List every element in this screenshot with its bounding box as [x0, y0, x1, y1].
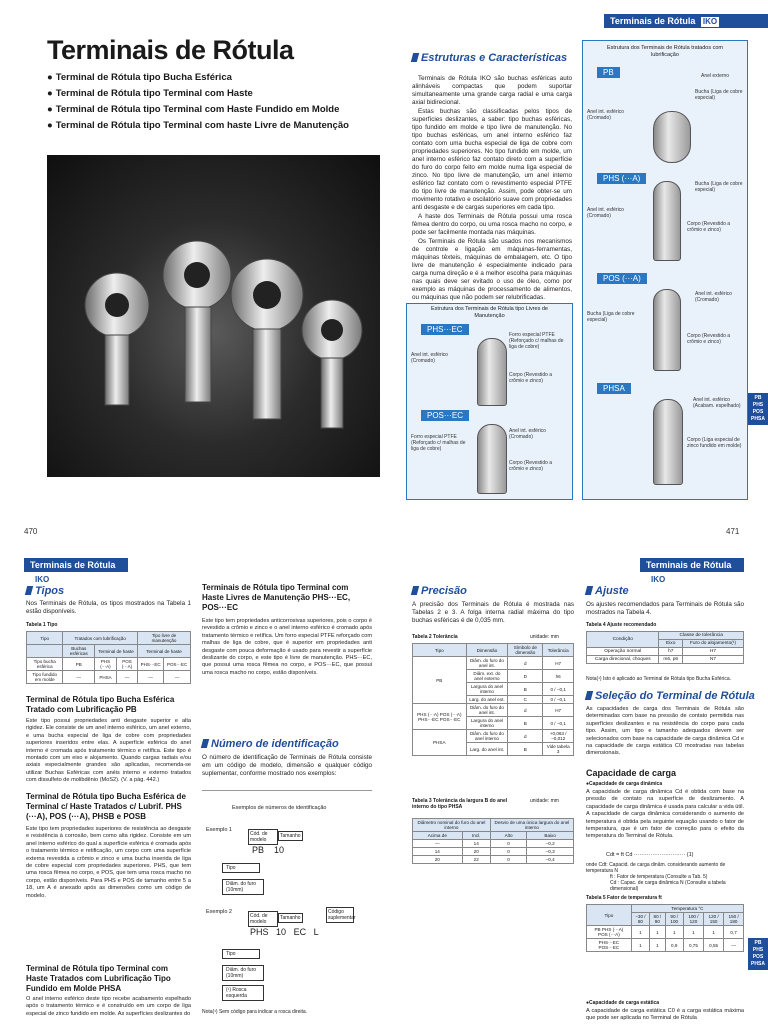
- ex1-part-box: Tamanho: [280, 833, 301, 839]
- ex1-note-box: Diâm. do furo (10mm): [222, 879, 264, 895]
- ex2-part-box: Código suplementar: [328, 909, 356, 921]
- tabela4-caption: Tabela 4 Ajuste recomendado: [586, 622, 657, 628]
- tabela2: Tipo Dimensão Símbolo de dimensão Tolerância PB Diâm. do furo do anel int. d H7 Diâm. ext. do anel externo D h6 Largura do anel interno B 0 / −0,1 Larg. do anel ext. C 0 / −0,1 PHS (···A) POS (···A) PHS···EC POS···EC Diâm. do furo do anel int. d H7 Largura do anel interno B 0 / −0,1 PHSA Diâm. do furo do anel interno d +0,063 / −0,012 Larg. do anel int. B Vide tabela 3: [412, 643, 574, 756]
- page-title: Terminais de Rótula: [47, 35, 294, 65]
- tabela3-caption: Tabela 3 Tolerância da largura B do anel interno do tipo PHSA: [412, 798, 508, 810]
- ajuste-text: Os ajustes recomendados para Terminais de Rótula são mostrados na Tabela 4.: [586, 601, 744, 616]
- label-ptfe: Forro especial PTFE (Reforçado c/ malhas de liga de cobre): [509, 332, 564, 350]
- cap-estatica-sub: ●Capacidade de carga estática: [586, 1000, 660, 1006]
- section-title-precisao: Precisão: [412, 585, 467, 597]
- tabela2-caption: Tabela 2 Tolerância: [412, 634, 458, 640]
- box-title: Estrutura dos Terminais de Rótula tratados com lubrificação: [606, 45, 724, 58]
- bullet-item: ● Terminal de Rótula tipo Terminal com Haste: [47, 86, 387, 102]
- tabela5: Tipo Temperatura °C −30 / 80 80 / 90 90 / 100 100 / 120 120 / 150 150 / 180 PB PHS (···A) POS (···A) 1 1 1 1 1 0,7 PHS···EC POS···EC 1 1 0,9 0,75 0,55 —: [586, 904, 744, 952]
- tabela5-caption: Tabela 5 Fator de temperatura ft: [586, 895, 662, 901]
- ex1-code: PB 10: [252, 845, 285, 855]
- ex2-note-box: Tipo: [222, 949, 260, 959]
- label-anel: Anel int. esférico (Cromado): [509, 428, 546, 440]
- subsection-phs-text: Este tipo tem propriedades superiores de resistência ao desgaste e resistência à corrosão, bem como alta rigidez. Consiste em um anel interno esférico do qual a superfície esférica é cromada após o tratamento térmico e retificação, um corpo com uma superfície externa revestida a crômio e zinco e uma bucha inserida de liga de cobre especial com propriedades superiores. PHS, que tem uma rosca fêmea no corpo, e POS, que tem uma rosca macho no corpo, estão disponíveis. Para PHS e POS de tamanho entre 5 a 18, um A é anexado após as dimensões como um código de modelo.: [26, 826, 191, 899]
- side-index-tab: PB PHS POS PHSA: [748, 393, 768, 425]
- label: Anel int. esférico (Cromado): [587, 207, 624, 219]
- label-anel: Anel int. esférico (Cromado): [411, 352, 448, 364]
- subsection-pb-text: Este tipo possui propriedades anti desgaste superior e alta rigidez. Ele consiste de um anel interno esférico, um anel externo, e uma bucha especial de liga de cobre com propriedades superiores inseridos entre elas. A superfície esférica do anel interno é cromada após tratamento térmico e retífica. Este tipo é montado com um eixo e alojamento. Quando cargas radiais e/ou axiais especialmente grandes são aplicadas, recomenda-se utilizar Buchas Esféricas com anéis interno e externo tratados com dissulfeto de molibdênio (MoS2). (V. a pág. 442.): [26, 718, 191, 784]
- section-title-numero: Número de identificação: [202, 738, 339, 750]
- subsection-ec-title: Terminais de Rótula tipo Terminal com Haste Livres de Manutenção PHS···EC, POS···EC: [202, 583, 351, 612]
- example2-label: Exemplo 2: [206, 909, 232, 915]
- subsection-phsa-text: O anel interno esférico deste tipo recebe acabamento espelhado após o tratamento térmico e é construído em um corpo de liga especial de zinco fundido em molde. As superfícies deslizantes do: [26, 996, 191, 1017]
- tag-pos-a: POS (···A): [597, 273, 647, 284]
- rod-ends-illustration: [47, 155, 380, 477]
- top-header-bar: [604, 14, 768, 28]
- bullet-list: [47, 70, 387, 134]
- tag-pos-ec: POS···EC: [421, 410, 469, 421]
- box-title: Estrutura dos Terminais de Rótula tipo Livres de Manutenção: [431, 306, 548, 319]
- maintenance-free-structure-box: [406, 303, 573, 500]
- phs-a-diagram: [653, 181, 681, 261]
- lubricated-structure-box: [582, 40, 748, 500]
- tag-phs-a: PHS (···A): [597, 173, 646, 184]
- label: Anel externo: [701, 73, 730, 79]
- label: Corpo (Revestido a crômio e zinco): [687, 333, 731, 345]
- examples-note: Nota(¹) Sem código para indicar a rosca direita.: [202, 1009, 308, 1015]
- label: Corpo (Liga especial de zinco fundido em molde): [687, 437, 742, 449]
- brand-logo: IKO: [702, 17, 718, 26]
- ex2-code: PHS 10 EC L: [250, 927, 319, 937]
- equation: Cdt = ft Cd ···························· (1): [606, 852, 694, 858]
- estruturas-text: Terminais de Rótula IKO são buchas esféricas auto alinháveis compactas que podem suportar simultaneamente uma grande carga radial e uma carga axial bidirecional. Estas buchas são classificadas pelos tipos de superfícies deslizantes, a saber: tipo buchas esféricas, tipo fundido em molde e tipo livre de manutenção. No tipo buchas esféricas, um anel interno esférico faz contato com uma bucha especial de liga de cobre com propriedades superiores. No tipo fundido em molde, um anel interno esférico faz contato direto com a superfície do furo do corpo feito em molde numa liga especial de zinco. No tipo livre de manutenção, um anel interno esférico faz contato com o revestimento especial PTFE do tipo livre de manutenção. Assim, pode obter-se um movimento rotativo e oscilatório suave com propriedades anti desgaste e de cargas superiores em cada tipo. A haste dos Terminais de Rótula possui uma rosca fêmea dentro do corpo, ou uma rosca macho no corpo, e pode ser facilmente montada nas máquinas. Os Terminais de Rótula são usados nos mecanismos de controle e ligação em máquinas-ferramentas, máquinas têxteis, máquinas de embalagem, etc. O tipo livre de manutenção é especialmente indicado para carga numa direção e é a melhor escolha para máquinas nas quais deve ser evitado o uso de óleo, como por exemplo as máquinas de processamento de alimentos, ou máquinas que não podem ser relubrificadas.: [412, 75, 572, 301]
- page-number-right: 471: [726, 527, 740, 536]
- section-title-tipos: Tipos: [26, 585, 64, 597]
- phsa-diagram: [653, 399, 683, 485]
- ex1-note-box: Tipo: [222, 863, 260, 873]
- label: Anel int. esférico (Cromado): [695, 291, 732, 303]
- header-title: Terminais de Rótula: [610, 16, 696, 26]
- selecao-text: As capacidades de carga dos Terminais de Rótula são determinadas com base na pressão de contato permitida nas superfícies deslizantes e na resistência do corpo para cada tipo. Assim, um tipo e tamanho adequados devem ser selecionados com base na capacidade de carga dinâmica Cd e na capacidade de carga estática C0 mostradas nas tabelas dimensionais.: [586, 706, 744, 757]
- ex1-part-box: Cód. de modelo: [248, 829, 278, 845]
- label: Bucha (Liga de cobre especial): [695, 181, 743, 193]
- pb-diagram: [653, 111, 691, 163]
- section-title-selecao: Seleção do Terminal de Rótula: [586, 690, 755, 702]
- cap-dinamica-text: A capacidade de carga dinâmica Cd é obtida com base na pressão de contato na superfície de deslizamento. A capacidade de carga dinâmica é usada para calcular a vida útil. A capacidade de carga dinâmica considerando o aumento de temperatura é obtida pela seguinte equação usando o fator de temperatura, que é um fator de correção para o efeito da temperatura do Terminal de Rótula.: [586, 789, 744, 840]
- tabela4: Condição Classe de tolerância Eixo Furo do alojamento(¹) Operação normal h7 H7 Carga direcional, choques m6, p6 N7: [586, 631, 744, 664]
- bullet-item: ● Terminal de Rótula tipo Terminal com Haste Fundido em Molde: [47, 102, 387, 118]
- tabela4-note: Nota(¹) Isto é aplicado ao Terminal de Rótula tipo Bucha Esférica.: [586, 676, 731, 682]
- examples-panel: [202, 790, 372, 1016]
- label-ptfe: Forro especial PTFE (Reforçado c/ malhas de liga de cobre): [411, 434, 466, 452]
- tag-pb: PB: [597, 67, 620, 78]
- examples-title: Exemplos de números de identificação: [232, 805, 327, 811]
- tag-phs-ec: PHS···EC: [421, 324, 469, 335]
- ex2-part-box: Cód. de modelo: [248, 911, 278, 927]
- bullet-item: ● Terminal de Rótula tipo Terminal com haste Livre de Manutenção: [47, 118, 387, 134]
- equation-where: onde Cdt: Capacid. de carga dinâm. considerando aumento de temperatura N ft : Fator de temperatura (Consulte a Tab. 5) Cd : Capac. de carga dinâmica N (Consulte a tabela dimensional): [586, 862, 726, 892]
- tag-phsa: PHSA: [597, 383, 631, 394]
- tabela1-caption: Tabela 1 Tipo: [26, 622, 58, 628]
- tabela3-unit: unidade: mm: [530, 798, 559, 804]
- page-number-left: 470: [24, 527, 38, 536]
- label: Bucha (Liga de cobre especial): [587, 311, 635, 323]
- bullet-item: ● Terminal de Rótula tipo Bucha Esférica: [47, 70, 387, 86]
- bottom-header-bar-right: Terminais de RótulaIKO: [640, 558, 744, 572]
- ex2-part-box: Tamanho: [280, 915, 301, 921]
- tipos-text: Nos Terminais de Rótula, os tipos mostrados na Tabela 1 estão disponíveis.: [26, 600, 191, 615]
- tabela3: Diâmetro nominal do furo do anel interno Desvio de uma única largura do anel interno Acima de Incl. Alto Baixo — 14 0 −0,2 14 20 0 −0,3 20 22 0 −0,4: [412, 818, 574, 864]
- product-photo: [47, 155, 380, 477]
- phs-ec-diagram: [477, 338, 507, 406]
- label-corpo: Corpo (Revestido a crômio e zinco): [509, 460, 553, 472]
- example1-label: Exemplo 1: [206, 827, 232, 833]
- section-marker-icon: [411, 53, 419, 62]
- capacidade-title: Capacidade de carga: [586, 768, 677, 778]
- cap-estatica-text: A capacidade de carga estática C0 é a carga estática máxima que pode ser aplicada no Terminal de Rótula: [586, 1008, 744, 1022]
- section-title-estruturas: Estruturas e Características: [412, 52, 567, 64]
- label: Anel int. esférico (Cromado): [587, 109, 624, 121]
- ex2-note-box: Diâm. do furo (10mm): [222, 965, 264, 981]
- pos-ec-diagram: [477, 424, 507, 494]
- cap-dinamica-sub: ●Capacidade de carga dinâmica: [586, 781, 663, 787]
- label: Corpo (Revestido a crômio e zinco): [687, 221, 731, 233]
- precisao-text: A precisão dos Terminais de Rótula é mostrada nas Tabelas 2 e 3. A folga interna radial máxima do tipo buchas esféricas é de 0,035 mm.: [412, 601, 574, 624]
- label-corpo: Corpo (Revestido a crômio e zinco): [509, 372, 553, 384]
- ex2-note-box: (¹) Rosca esquerda: [222, 985, 264, 1001]
- numero-text: O número de identificação de Terminais de Rótula consiste em um código de modelo, dimensão e qualquer código suplementar, conforme mostrado nos exemplos:: [202, 754, 372, 777]
- subsection-pb-title: Terminal de Rótula tipo Bucha Esférica Tratado com Lubrificação PB: [26, 695, 175, 714]
- tabela1: Tipo Tratados com lubrificação Tipo livre de manutenção Buchas esféricas Terminal de haste Terminal de haste Tipo bucha esférica PB PHS (···A) POS (···A) PHS···EC POS···EC Tipo fundido em molde — PHSA — — —: [26, 631, 191, 684]
- side-index-tab-bottom: PB PHS POS PHSA: [748, 938, 768, 970]
- label: Bucha (Liga de cobre especial): [695, 89, 743, 101]
- section-title-ajuste: Ajuste: [586, 585, 629, 597]
- pos-a-diagram: [653, 289, 681, 371]
- subsection-phsa-title: Terminal de Rótula tipo Terminal com Haste Tratados com Lubrificação Tipo Fundido em Molde PHSA: [26, 964, 171, 993]
- bottom-header-bar-left: Terminais de RótulaIKO: [24, 558, 128, 572]
- subsection-ec-text: Este tipo tem propriedades anticorrosivas superiores, pois o corpo é revestido a crômio e zinco e o anel interno esférico é cromado após tratamento térmico e retífica. Um forro especial PTFE reforçado com malhas de liga de cobre, que é superior em propriedades anti desgaste com pouca deformação é usado para revestir a superfície deslizante do corpo, e este tipo é livre de manutenção. PHS···EC, que possui uma rosca fêmea no corpo, e POS···EC, que possui uma rosca macho no corpo, estão disponíveis.: [202, 618, 372, 676]
- label: Anel int. esférico (Acabam. espelhado): [693, 397, 741, 409]
- subsection-phs-title: Terminal de Rótula tipo Bucha Esférica de Terminal c/ Haste Tratados c/ Lubrif. PHS (···A), POS (···A), PHSB e POSB: [26, 792, 186, 821]
- tabela2-unit: unidade: mm: [530, 634, 559, 640]
